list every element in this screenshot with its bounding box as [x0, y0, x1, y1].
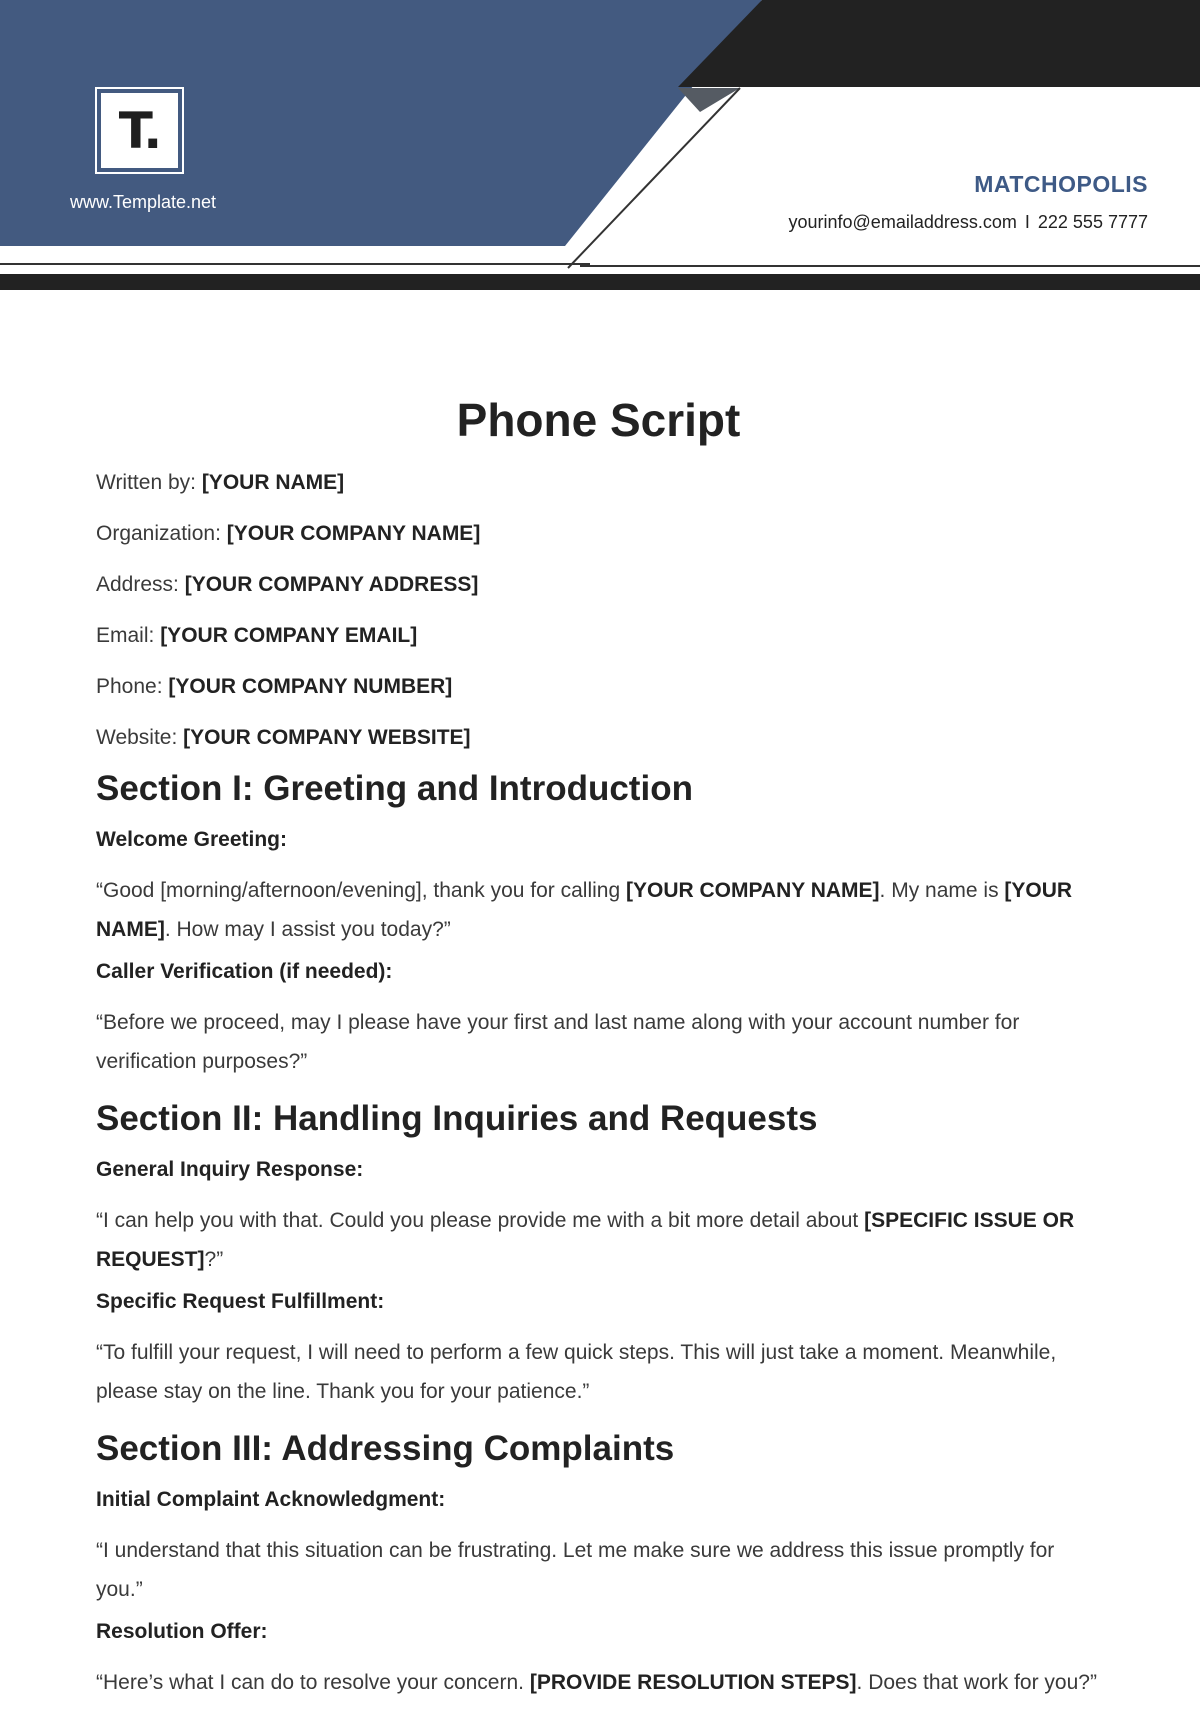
contact-email: yourinfo@emailaddress.com	[788, 212, 1017, 232]
meta-value: [YOUR COMPANY WEBSITE]	[183, 726, 471, 749]
logo	[95, 87, 184, 174]
page-title: Phone Script	[456, 394, 741, 446]
logo-mark: T.	[101, 93, 178, 168]
meta-value: [YOUR COMPANY NAME]	[226, 522, 481, 545]
contact-line	[789, 212, 1149, 233]
placeholder-text: [SPECIFIC ISSUE OR REQUEST]	[96, 1209, 1075, 1271]
meta-address	[96, 572, 1101, 598]
sub-heading: Welcome Greeting:	[96, 828, 287, 851]
meta-organization	[96, 521, 1101, 547]
meta-email	[96, 623, 1101, 649]
meta-phone	[96, 674, 1101, 700]
section-heading: Section III: Addressing Complaints	[96, 1429, 675, 1468]
sub-heading: Caller Verification (if needed):	[96, 960, 393, 983]
text-run: “Good [morning/afternoon/evening], thank you for calling	[96, 879, 626, 902]
document-body	[96, 390, 1101, 1712]
script-paragraph	[96, 1663, 1101, 1702]
meta-written-by	[96, 470, 1101, 496]
text-run: “To fulfill your request, I will need to perform a few quick steps. This will just take a moment. Meanwhile, please stay on the line. Thank you for your patience.”	[96, 1341, 1057, 1403]
meta-label: Website:	[96, 726, 184, 749]
meta-value: [YOUR COMPANY EMAIL]	[160, 624, 418, 647]
meta-label: Phone:	[96, 675, 169, 698]
section-heading: Section I: Greeting and Introduction	[96, 769, 693, 808]
meta-label: Organization:	[96, 522, 227, 545]
meta-label: Written by:	[96, 471, 202, 494]
contact-phone: 222 555 7777	[1037, 212, 1148, 232]
text-run: “I can help you with that. Could you please provide me with a bit more detail about	[96, 1209, 865, 1232]
sub-heading: Specific Request Fulfillment:	[96, 1290, 385, 1313]
text-run: “Here’s what I can do to resolve your concern.	[96, 1671, 530, 1694]
script-paragraph	[96, 871, 1101, 949]
text-run: “Before we proceed, may I please have your first and last name along with your account number for verification purposes?”	[96, 1011, 1020, 1073]
letterhead	[0, 0, 1200, 300]
text-run: . Does that work for you?”	[856, 1671, 1097, 1694]
text-run: . How may I assist you today?”	[164, 918, 451, 941]
script-paragraph	[96, 1201, 1101, 1279]
meta-label: Email:	[96, 624, 161, 647]
dark-band-shadow	[678, 88, 740, 112]
text-run: . My name is	[879, 879, 1005, 902]
script-paragraph	[96, 1531, 1101, 1609]
section-heading: Section II: Handling Inquiries and Requests	[96, 1099, 818, 1138]
sub-heading: General Inquiry Response:	[96, 1158, 364, 1181]
meta-label: Address:	[96, 573, 185, 596]
placeholder-text: [YOUR NAME]	[96, 879, 1073, 941]
sub-heading: Resolution Offer:	[96, 1620, 268, 1643]
sub-heading: Initial Complaint Acknowledgment:	[96, 1488, 446, 1511]
company-name: MATCHOPOLIS	[974, 171, 1148, 197]
script-paragraph	[96, 1003, 1101, 1081]
dark-band-shape	[678, 0, 1200, 87]
meta-value: [YOUR COMPANY NUMBER]	[168, 675, 453, 698]
text-run: ?”	[204, 1248, 224, 1271]
meta-value: [YOUR COMPANY ADDRESS]	[184, 573, 479, 596]
meta-value: [YOUR NAME]	[201, 471, 345, 494]
meta-website	[96, 725, 1101, 751]
placeholder-text: [PROVIDE RESOLUTION STEPS]	[529, 1671, 857, 1694]
contact-separator: I	[1024, 212, 1030, 232]
placeholder-text: [YOUR COMPANY NAME]	[625, 879, 880, 902]
script-paragraph	[96, 1333, 1101, 1411]
logo-url: www.Template.net	[69, 192, 217, 212]
text-run: “I understand that this situation can be frustrating. Let me make sure we address this issue promptly for you.”	[96, 1539, 1055, 1601]
meta-block	[96, 470, 1101, 751]
header-bottom-bar	[0, 274, 1200, 290]
